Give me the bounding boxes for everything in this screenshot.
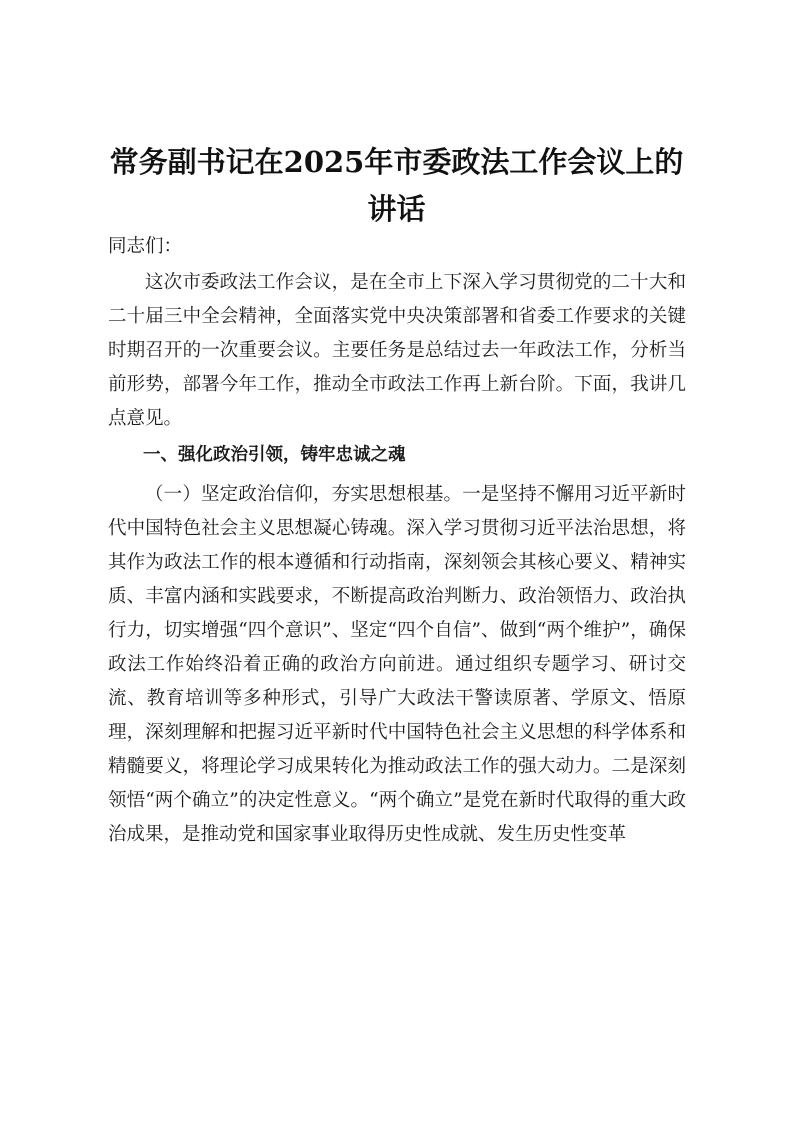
subsection-paragraph-1 <box>108 478 686 852</box>
document-title-line-2: 讲话 <box>367 192 426 226</box>
subsection-lead: （一）坚定政治信仰，夯实思想根基。 <box>145 484 463 505</box>
document-body <box>108 230 686 852</box>
intro-paragraph: 这次市委政法工作会议，是在全市上下深入学习贯彻党的二十大和二十届三中全会精神，全面落实党中央决策部署和省委工作要求的关键时期召开的一次重要会议。主要任务是总结过去一年政法工作，分析当前形势，部署今年工作，推动全市政法工作再上新台阶。下面，我讲几点意见。 <box>108 272 686 429</box>
subsection-text: 一是坚持不懈用习近平新时代中国特色社会主义思想凝心铸魂。深入学习贯彻习近平法治思想，将其作为政法工作的根本遵循和行动指南，深刻领会其核心要义、精神实质、丰富内涵和实践要求，不断提高政治判断力、政治领悟力、政治执行力，切实增强“四个意识”、坚定“四个自信”、做到“两个维护”，确保政法工作始终沿着正确的政治方向前进。通过组织专题学习、研讨交流、教育培训等多种形式，引导广大政法干警读原著、学原文、悟原理，深刻理解和把握习近平新时代中国特色社会主义思想的科学体系和精髓要义，将理论学习成果转化为推动政法工作的强大动力。二是深刻领悟“两个确立”的决定性意义。“两个确立”是党在新时代取得的重大政治成果，是推动党和国家事业取得历史性成就、发生历史性变革 <box>108 484 686 845</box>
salutation: 同志们： <box>108 236 183 257</box>
document-title-line-1: 常务副书记在2025年市委政法工作会议上的 <box>109 145 684 179</box>
section-heading-1: 一、强化政治引领，铸牢忠诚之魂 <box>143 445 406 465</box>
